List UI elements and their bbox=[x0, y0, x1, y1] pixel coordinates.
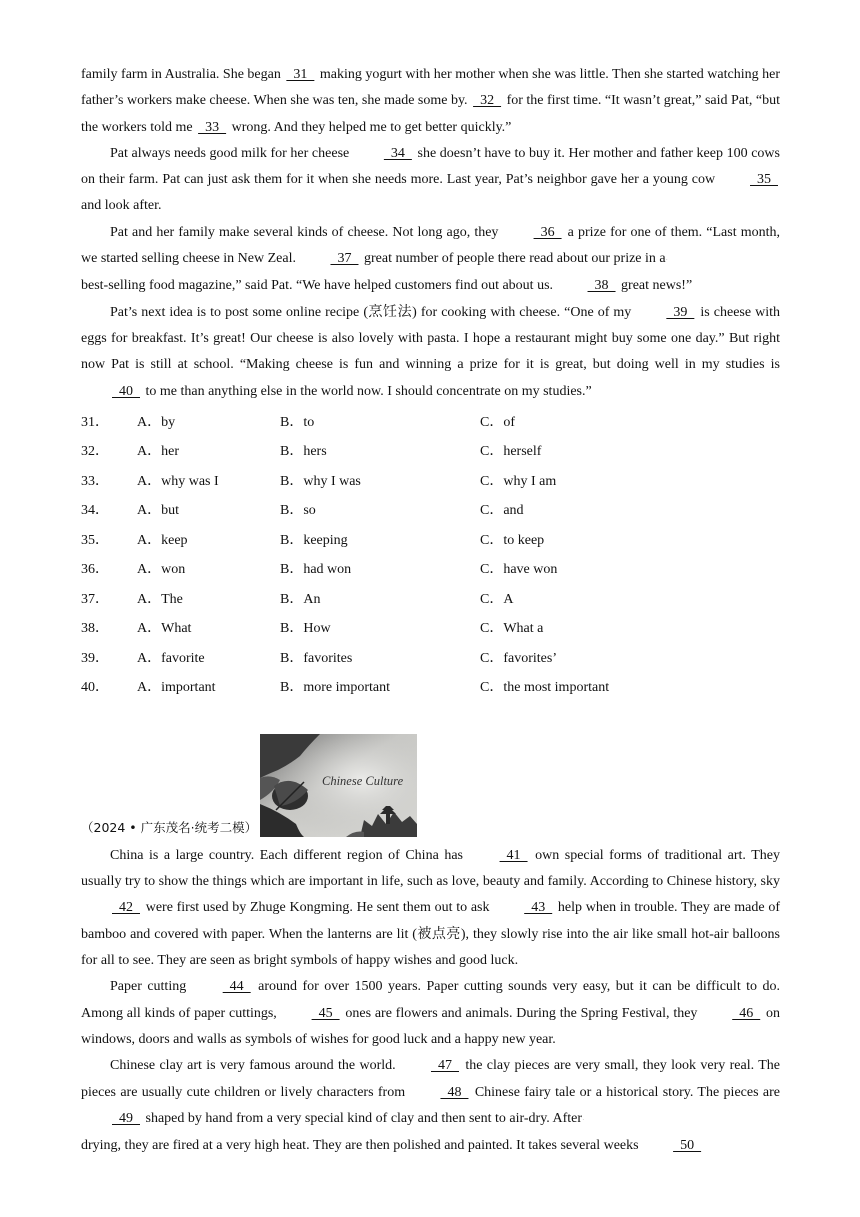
text: Pat and her family make several kinds of cheese. Not long ago, they bbox=[110, 224, 503, 240]
text: drying, they are fired at a very high heat. They are then polished and painted. It takes several weeks bbox=[81, 1138, 643, 1154]
text: Paper cutting bbox=[110, 979, 192, 995]
passage2-paragraph-1 bbox=[81, 843, 780, 974]
text: great number of people there read about our prize in a bbox=[360, 251, 666, 267]
text: making yogurt with her mother when she was little. Then she started watching her father’s workers make cheese. When she was ten, she made some by. bbox=[81, 67, 780, 109]
stray-mark: · bbox=[665, 256, 668, 265]
blank-41[interactable]: 41 bbox=[499, 847, 528, 863]
source-label: （2024 • 广东茂名·统考二模） bbox=[81, 819, 258, 835]
text: Pat’s next idea is to post some online recipe (烹饪法) for cooking with cheese. “One of my bbox=[110, 304, 636, 320]
option-c[interactable]: C．A bbox=[480, 591, 514, 607]
text: and look after. bbox=[81, 198, 162, 214]
option-a[interactable]: A．The bbox=[137, 591, 183, 607]
option-c[interactable]: C．What a bbox=[480, 621, 544, 637]
option-b[interactable]: B．How bbox=[280, 621, 331, 637]
text: ones are flowers and animals. During the Spring Festival, they bbox=[341, 1005, 702, 1021]
option-c[interactable]: C．the most important bbox=[480, 680, 610, 696]
blank-40[interactable]: 40 bbox=[112, 383, 140, 399]
question-number: 39． bbox=[81, 650, 109, 666]
option-a[interactable]: A．won bbox=[137, 562, 186, 578]
option-a[interactable]: A．why was I bbox=[137, 473, 219, 489]
option-row bbox=[81, 642, 780, 672]
text: were first used by Zhuge Kongming. He sent them out to ask bbox=[142, 900, 494, 916]
option-c[interactable]: C．favorites’ bbox=[480, 650, 557, 666]
passage1-paragraph-3 bbox=[81, 220, 780, 300]
option-a[interactable]: A．keep bbox=[137, 532, 188, 548]
blank-48[interactable]: 48 bbox=[440, 1084, 469, 1100]
option-c[interactable]: C．why I am bbox=[480, 473, 557, 489]
option-c[interactable]: C．and bbox=[480, 503, 524, 519]
text: for the first time. “It wasn’t great,” said Pat, “but the workers told me bbox=[81, 93, 780, 135]
option-a[interactable]: A．favorite bbox=[137, 650, 205, 666]
text: she doesn’t have to buy it. Her mother and father keep 100 cows on their farm. Pat can just ask them for it when she needs more. Last year, Pat’s neighbor gave her a young cow bbox=[81, 145, 780, 188]
option-row bbox=[81, 583, 780, 613]
option-b[interactable]: B．why I was bbox=[280, 473, 361, 489]
option-c[interactable]: C．herself bbox=[480, 444, 542, 460]
blank-33[interactable]: 33 bbox=[198, 119, 227, 135]
option-a[interactable]: A．by bbox=[137, 414, 176, 430]
blank-35[interactable]: 35 bbox=[750, 172, 778, 188]
option-row bbox=[81, 435, 780, 465]
option-b[interactable]: B．had won bbox=[280, 562, 352, 578]
blank-39[interactable]: 39 bbox=[666, 304, 695, 320]
question-number: 33． bbox=[81, 473, 109, 489]
passage1-paragraph-2 bbox=[81, 141, 780, 220]
question-number: 35． bbox=[81, 532, 109, 548]
passage2-paragraph-3 bbox=[81, 1053, 780, 1159]
chinese-culture-illustration bbox=[260, 734, 417, 837]
passage2-paragraph-2 bbox=[81, 974, 780, 1053]
section2-header bbox=[81, 734, 780, 837]
question-number: 37． bbox=[81, 591, 109, 607]
blank-49[interactable]: 49 bbox=[112, 1110, 140, 1126]
question-number: 31． bbox=[81, 414, 109, 430]
question-number: 36． bbox=[81, 562, 109, 578]
option-c[interactable]: C．of bbox=[480, 414, 515, 430]
option-b[interactable]: B．An bbox=[280, 591, 321, 607]
option-a[interactable]: A．her bbox=[137, 444, 179, 460]
blank-32[interactable]: 32 bbox=[473, 93, 502, 109]
question-number: 40． bbox=[81, 680, 109, 696]
blank-46[interactable]: 46 bbox=[732, 1005, 761, 1021]
option-b[interactable]: B．keeping bbox=[280, 532, 348, 548]
option-row bbox=[81, 553, 780, 583]
option-b[interactable]: B．so bbox=[280, 503, 316, 519]
blank-37[interactable]: 37 bbox=[330, 251, 359, 267]
option-a[interactable]: A．important bbox=[137, 680, 216, 696]
passage1-paragraph-1 bbox=[81, 62, 780, 141]
stray-mark: · bbox=[582, 1115, 585, 1124]
text: on windows, doors and walls as symbols of wishes for good luck and a happy new year. bbox=[81, 1005, 780, 1047]
option-c[interactable]: C．to keep bbox=[480, 532, 545, 548]
text: Chinese fairy tale or a historical story. The pieces are bbox=[470, 1084, 780, 1100]
blank-38[interactable]: 38 bbox=[587, 278, 616, 294]
text: the clay pieces are very small, they look very real. The pieces are usually cute children or lively characters from bbox=[81, 1058, 780, 1100]
option-b[interactable]: B．to bbox=[280, 414, 315, 430]
text: best-selling food magazine,” said Pat. “We have helped customers find out about us. bbox=[81, 278, 557, 294]
question-number: 32． bbox=[81, 444, 109, 460]
text: great news!” bbox=[617, 278, 693, 294]
text: a prize for one of them. “Last month, we started selling cheese in New Zeal. bbox=[81, 224, 781, 267]
blank-44[interactable]: 44 bbox=[222, 979, 251, 995]
blank-42[interactable]: 42 bbox=[112, 900, 140, 916]
text: family farm in Australia. She began bbox=[81, 67, 285, 82]
text: own special forms of traditional art. They usually try to show the things which are important in life, such as love, beauty and family. According to Chinese history, sky bbox=[81, 847, 780, 890]
text: Chinese clay art is very famous around the world. bbox=[110, 1058, 400, 1074]
text: wrong. And they helped me to get better quickly.” bbox=[228, 119, 512, 135]
option-row bbox=[81, 524, 780, 554]
option-row bbox=[81, 612, 780, 642]
text: is cheese with eggs for breakfast. It’s great! Our cheese is also lovely with pasta. I hope a restaurant might buy some one day.” But right now Pat is still at school. “Making cheese is fun and winning a prize for it is great, but doing well in my studies is bbox=[81, 304, 780, 373]
option-b[interactable]: B．favorites bbox=[280, 650, 353, 666]
chinese-culture-image bbox=[260, 734, 417, 837]
blank-34[interactable]: 34 bbox=[383, 145, 412, 161]
text: around for over 1500 years. Paper cutting sounds very easy, but it can be difficult to do. Among all kinds of paper cuttings, bbox=[81, 979, 781, 1021]
question-number: 38． bbox=[81, 621, 109, 637]
question-number: 34． bbox=[81, 503, 109, 519]
option-a[interactable]: A．What bbox=[137, 621, 192, 637]
text: to me than anything else in the world now. I should concentrate on my studies.” bbox=[142, 383, 592, 399]
blank-31[interactable]: 31 bbox=[286, 67, 315, 82]
image-caption: Chinese Culture bbox=[322, 773, 404, 788]
passage1-paragraph-4 bbox=[81, 300, 780, 405]
blank-45[interactable]: 45 bbox=[311, 1005, 340, 1021]
blank-47[interactable]: 47 bbox=[430, 1058, 459, 1074]
text: shaped by hand from a very special kind of clay and then sent to air-dry. After bbox=[142, 1110, 583, 1126]
blank-36[interactable]: 36 bbox=[533, 224, 562, 240]
worksheet-page bbox=[81, 62, 780, 1159]
options-list-31-40 bbox=[81, 406, 780, 701]
option-row bbox=[81, 406, 780, 436]
option-row bbox=[81, 671, 780, 701]
option-c[interactable]: C．have won bbox=[480, 562, 558, 578]
option-row bbox=[81, 494, 780, 524]
text: Pat always needs good milk for her cheese bbox=[110, 145, 353, 161]
text: help when in trouble. They are made of bamboo and covered with paper. When the lanterns are lit (被点亮), they slowly rise into the air like small hot-air balloons for all to see. They are seen as bright symbols of happy wishes and good luck. bbox=[81, 900, 780, 969]
blank-43[interactable]: 43 bbox=[524, 900, 553, 916]
option-row bbox=[81, 465, 780, 495]
option-b[interactable]: B．more important bbox=[280, 680, 391, 696]
option-b[interactable]: B．hers bbox=[280, 444, 327, 460]
text: China is a large country. Each different region of China has bbox=[110, 847, 469, 863]
blank-50[interactable]: 50 bbox=[673, 1138, 702, 1154]
option-a[interactable]: A．but bbox=[137, 503, 179, 519]
